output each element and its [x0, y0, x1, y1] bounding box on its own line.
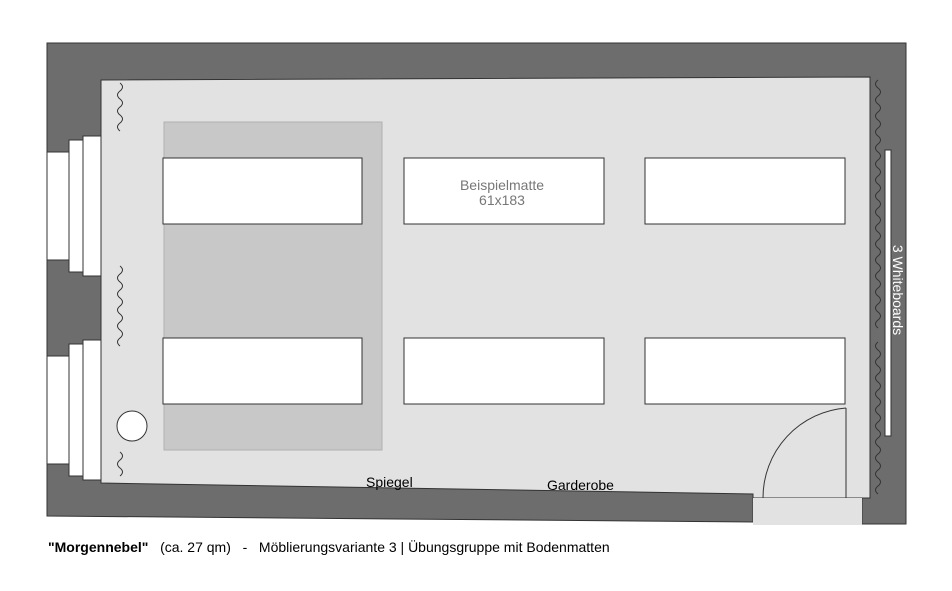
whiteboards-label: 3 Whiteboards	[890, 244, 906, 336]
caption-separator: -	[242, 539, 248, 555]
mirror-label: Spiegel	[366, 474, 413, 490]
mat-bottom-right	[645, 338, 845, 404]
wardrobe-label: Garderobe	[547, 477, 614, 493]
room-area: (ca. 27 qm)	[160, 539, 231, 555]
window-upper	[47, 136, 101, 276]
room-caption	[48, 539, 610, 555]
mat-bottom-left	[163, 338, 362, 404]
mat-top-right	[645, 158, 845, 224]
door-opening	[753, 498, 862, 525]
room-name: "Morgennebel"	[48, 539, 149, 555]
mat-top-left	[163, 158, 362, 224]
round-object	[117, 411, 147, 441]
mat-example-label: Beispielmatte	[459, 177, 545, 193]
mat-bottom-middle	[404, 338, 604, 404]
window-lower	[47, 340, 101, 480]
room-description: Möblierungsvariante 3 | Übungsgruppe mit Bodenmatten	[258, 539, 610, 555]
mat-example-size: 61x183	[479, 192, 525, 208]
